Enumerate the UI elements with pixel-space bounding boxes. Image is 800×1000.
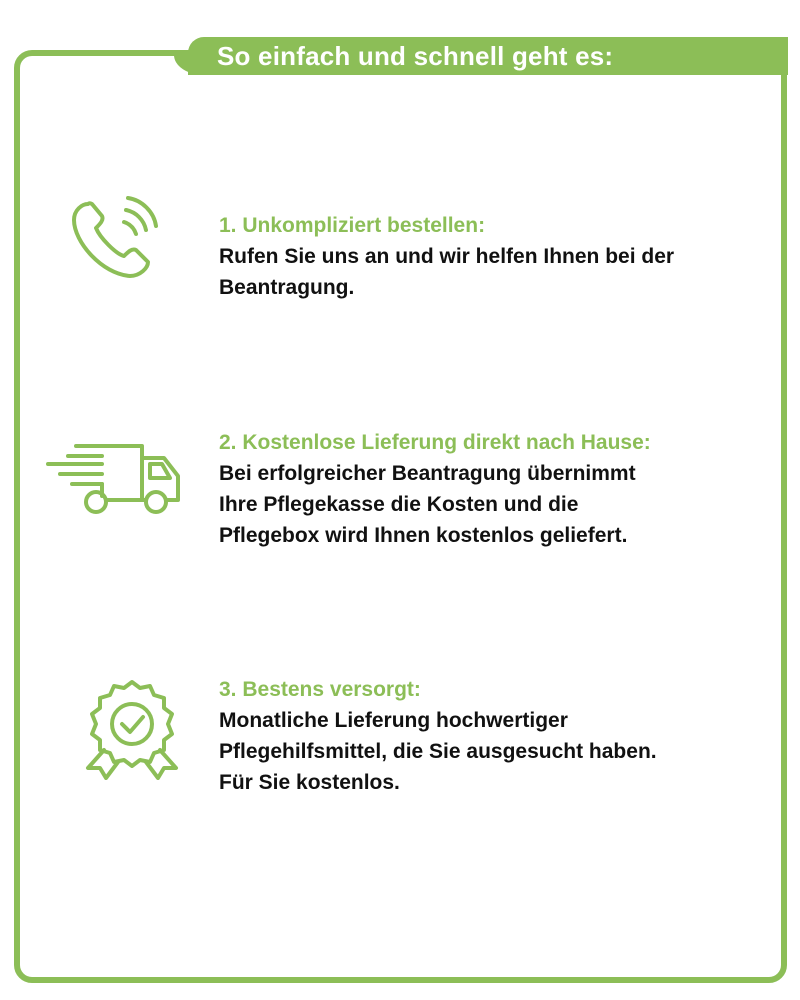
step-3-line: Für Sie kostenlos. bbox=[219, 771, 400, 794]
step-2 bbox=[219, 428, 759, 551]
step-1-title: 1. Unkompliziert bestellen: bbox=[219, 214, 486, 237]
quality-badge-icon bbox=[80, 676, 184, 780]
step-3 bbox=[219, 675, 759, 798]
step-3-line: Pflegehilfsmittel, die Sie ausgesucht haben. bbox=[219, 740, 657, 763]
step-2-text bbox=[219, 458, 759, 551]
page-title: So einfach und schnell geht es: bbox=[217, 41, 614, 71]
step-2-title: 2. Kostenlose Lieferung direkt nach Hause: bbox=[219, 431, 651, 454]
step-2-line: Ihre Pflegekasse die Kosten und die bbox=[219, 493, 579, 516]
delivery-truck-icon bbox=[46, 440, 186, 518]
step-1 bbox=[219, 211, 759, 303]
step-3-title: 3. Bestens versorgt: bbox=[219, 678, 421, 701]
step-3-line: Monatliche Lieferung hochwertiger bbox=[219, 709, 568, 732]
phone-icon bbox=[68, 196, 160, 282]
step-2-line: Bei erfolgreicher Beantragung übernimmt bbox=[219, 462, 636, 485]
step-1-line: Beantragung. bbox=[219, 276, 355, 299]
step-2-line: Pflegebox wird Ihnen kostenlos geliefert. bbox=[219, 524, 628, 547]
step-1-line: Rufen Sie uns an und wir helfen Ihnen bei der bbox=[219, 245, 675, 268]
step-1-text bbox=[219, 241, 759, 303]
step-3-text bbox=[219, 705, 759, 798]
